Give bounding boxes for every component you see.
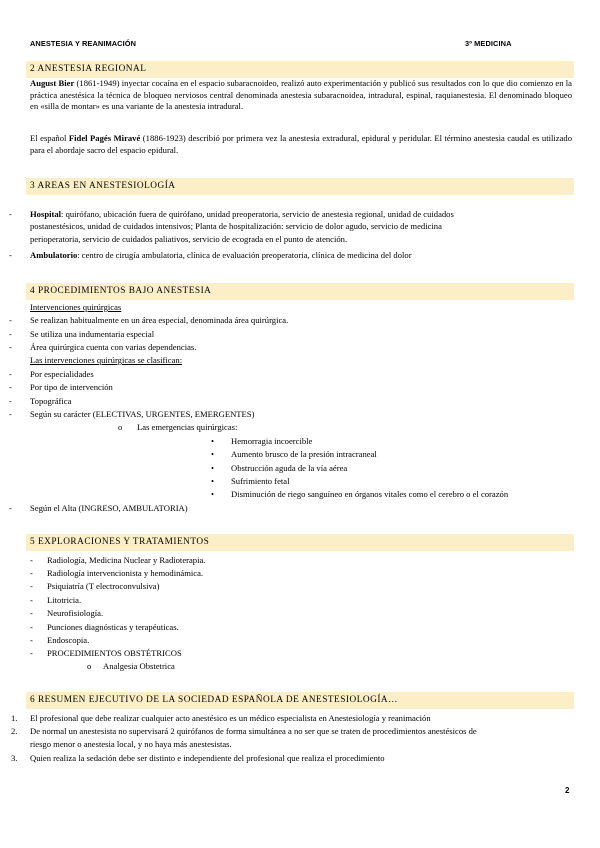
list-item: Psiquiatría (T electroconvulsiva) (47, 581, 160, 591)
item-label: Ambulatorio (30, 250, 78, 260)
header-course: 3º MEDICINA (465, 39, 512, 48)
numbered-item: Quien realiza la sedación debe ser distinto e independiente del profesional que realiza el procedimiento (30, 753, 385, 763)
bullet-dash: - (30, 595, 33, 605)
list-item: PROCEDIMIENTOS OBSTÉTRICOS (47, 648, 182, 658)
bullet-dash: - (30, 568, 33, 578)
bullet-dash: - (9, 209, 12, 219)
list-item: Por especialidades (30, 369, 94, 379)
list-item-continuation: postanestésicos, unidad de cuidados intensivos; Planta de hospitalización: servicio de dolor agudo, servicio de medicina (30, 221, 442, 231)
item-text: : centro de cirugía ambulatoria, clínica de evaluación preoperatoria, clínica de medicina del dolor (77, 250, 412, 260)
section-2-title: 2 ANESTESIA REGIONAL (26, 61, 574, 78)
list-item: Según el Alta (INGRESO, AMBULATORIA) (30, 503, 188, 513)
bullet-square: • (211, 449, 215, 459)
subheading-intervenciones: Intervenciones quirúrgicas (30, 302, 122, 312)
list-item: Según su carácter (ELECTIVAS, URGENTES, EMERGENTES) (30, 409, 255, 419)
numbered-item-continuation: riesgo menor o anestesia local, y no haya más anestesistas. (30, 739, 232, 749)
list-item: Topográfica (30, 396, 72, 406)
bullet-circle: o (118, 422, 123, 432)
list-number: 1. (11, 713, 18, 723)
numbered-item: De normal un anestesista no supervisará 2 quirófanos de forma simultánea a no ser que se traten de procedimientos anestésicos de (30, 726, 477, 736)
list-item: Se utiliza una indumentaria especial (30, 329, 155, 339)
bullet-dash: - (30, 581, 33, 591)
bullet-dash: - (30, 622, 33, 632)
numbered-item: El profesional que debe realizar cualquier acto anestésico es un médico especialista en Anestesiología y reanimación (30, 713, 431, 723)
name-fidel-pages: Fidel Pagés Miravé (68, 133, 141, 143)
bullet-circle: o (87, 661, 92, 671)
header-subject: ANESTESIA Y REANIMACIÓN (30, 39, 137, 48)
bullet-square: • (211, 489, 215, 499)
paragraph-text: El español (30, 133, 69, 143)
bullet-dash: - (9, 250, 12, 260)
subheading-clasificacion: Las intervenciones quirúrgicas se clasifican: (30, 355, 183, 365)
section-5-title: 5 EXPLORACIONES Y TRATAMIENTOS (26, 534, 574, 551)
bullet-dash: - (9, 369, 12, 379)
page-number: 2 (565, 786, 570, 795)
bullet-dash: - (9, 329, 12, 339)
section-4-title: 4 PROCEDIMIENTOS BAJO ANESTESIA (26, 283, 574, 300)
list-item: Neurofisiología. (47, 608, 104, 618)
bullet-dash: - (9, 503, 12, 513)
bullet-dash: - (30, 608, 33, 618)
list-item: Litotricia. (47, 595, 82, 605)
list-item: Punciones diagnósticas y terapéuticas. (47, 622, 179, 632)
list-item-level-3: Aumento brusco de la presión intracraneal (231, 449, 377, 459)
list-item-level-3: Obstrucción aguda de la vía aérea (231, 463, 348, 473)
list-item (30, 250, 412, 262)
bullet-dash: - (30, 555, 33, 565)
list-item-level-3: Hemorragia incoercible (231, 436, 313, 446)
list-item: Se realizan habitualmente en un área especial, denominada área quirúrgica. (30, 315, 289, 325)
item-text: : quirófano, ubicación fuera de quirófano, unidad preoperatoria, servicio de anestesia regional, unidad de cuidados (61, 209, 454, 219)
section-6-title: 6 RESUMEN EJECUTIVO DE LA SOCIEDAD ESPAÑOLA DE ANESTESIOLOGÍA… (26, 692, 574, 709)
list-item-continuation: perioperatoria, servicio de cuidados paliativos, servicio de ecograda en el punto de atención. (30, 234, 348, 244)
list-item-level-2: Las emergencias quirúrgicas: (137, 422, 238, 432)
bullet-dash: - (9, 396, 12, 406)
list-item (30, 209, 454, 221)
list-item: Endoscopia. (47, 635, 90, 645)
name-august-bier: August Bier (30, 78, 75, 88)
list-item: Radiología intervencionista y hemodinámica. (47, 568, 204, 578)
bullet-square: • (211, 476, 215, 486)
list-item: Radiología, Medicina Nuclear y Radioterapia. (47, 555, 206, 565)
bullet-dash: - (9, 382, 12, 392)
bullet-dash: - (30, 648, 33, 658)
bullet-dash: - (9, 409, 12, 419)
section-2-paragraph-2 (30, 133, 572, 156)
list-number: 2. (11, 726, 18, 736)
list-item: Área quirúrgica cuenta con varias dependencias. (30, 342, 197, 352)
paragraph-text: (1886-1923) describió por primera vez la anestesia extradural, epidural y peridular. El término anestesia caudal es utilizado para el abordaje sacro del espacio epidural. (30, 133, 572, 155)
item-label: Hospital (30, 209, 62, 219)
section-3-title: 3 AREAS EN ANESTESIOLOGÍA (26, 178, 574, 195)
list-item-level-3: Disminución de riego sanguíneo en órganos vitales como el cerebro o el corazón (231, 489, 509, 499)
list-item-level-2: Analgesia Obstetrica (103, 661, 175, 671)
list-item: Por tipo de intervención (30, 382, 113, 392)
list-number: 3. (11, 753, 18, 763)
bullet-dash: - (9, 342, 12, 352)
bullet-square: • (211, 436, 215, 446)
section-2-paragraph-1 (30, 78, 572, 113)
list-item-level-3: Sufrimiento fetal (231, 476, 290, 486)
paragraph-text: (1861-1949) inyectar cocaína en el espacio subaracnoideo, realizó auto experimentación y publicó sus resultados con lo que dio comienzo en la práctica anestésica la técnica de bloqueo nerviosos central denominada anestesia subaracnoidea, intradural, espinal, raquianestesia. El denominado bloqueo en «silla de montar» es una variante de la anestesia intradural. (30, 78, 572, 112)
bullet-dash: - (30, 635, 33, 645)
bullet-square: • (211, 463, 215, 473)
bullet-dash: - (9, 315, 12, 325)
